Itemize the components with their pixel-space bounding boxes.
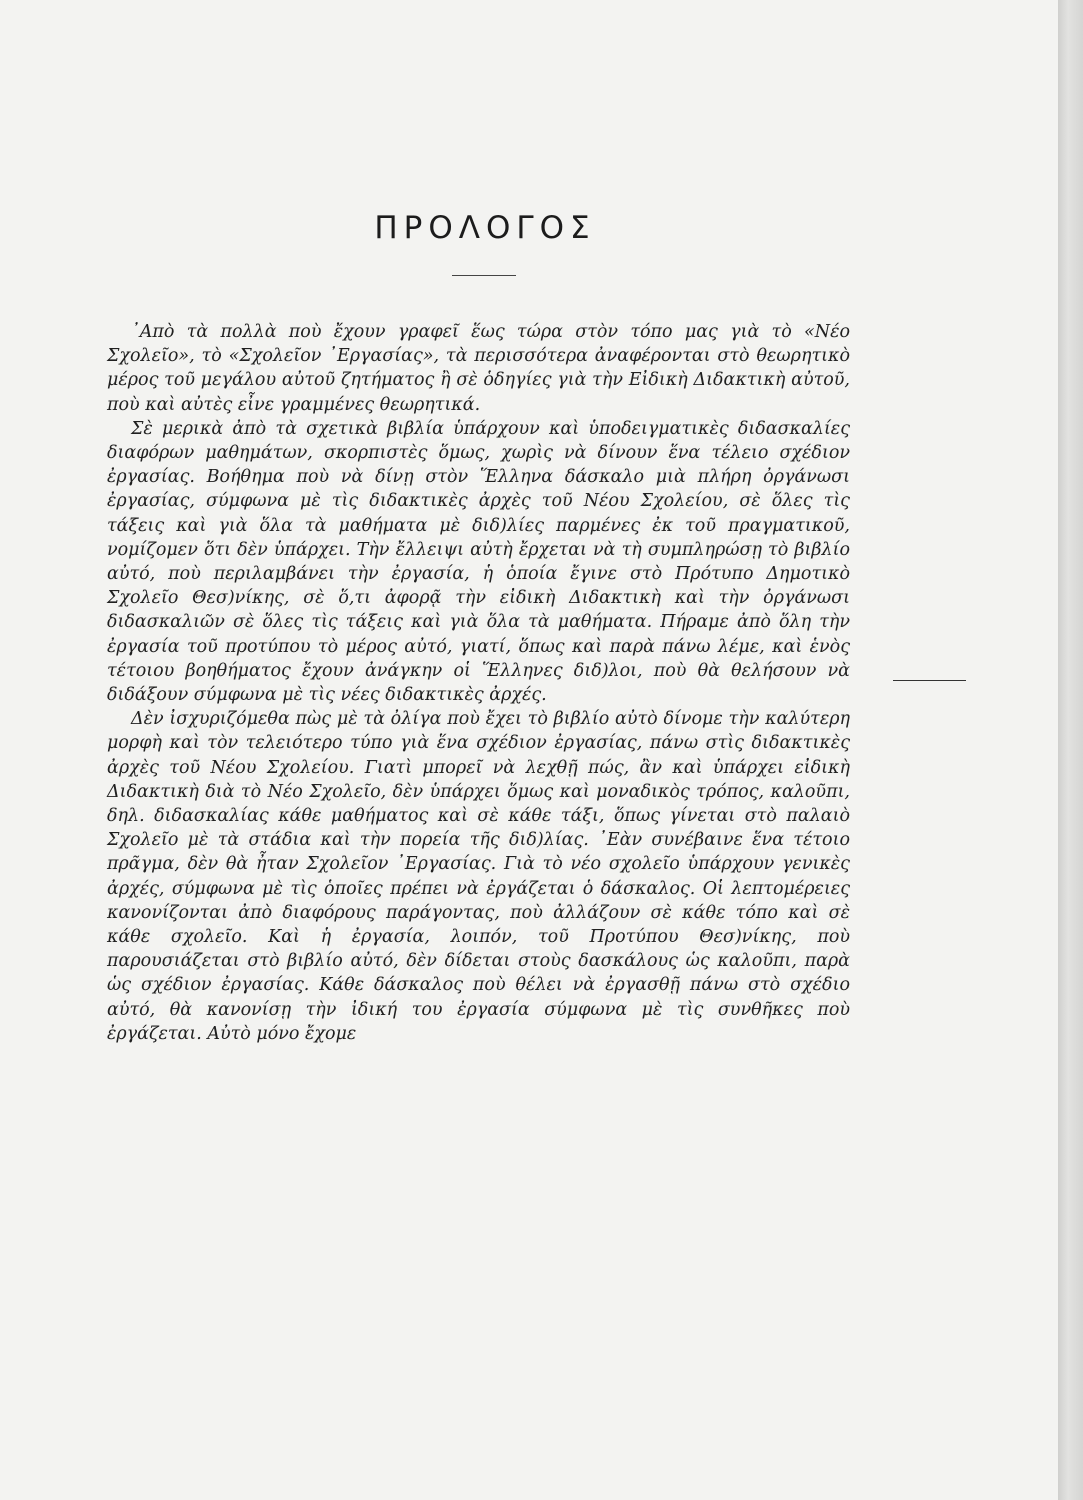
paragraph-2: Σὲ μερικὰ ἀπὸ τὰ σχετικὰ βιβλία ὑπάρχουν καὶ ὑποδειγματικὲς διδασκαλίες διαφόρων μαθημάτων, σκορπιστὲς ὅμως, χωρὶς νὰ δίνουν ἕνα τέλειο σχέδιον ἐργασίας. Βοήθημα ποὺ νὰ δίνῃ στὸν Ἕλληνα δάσκαλο μιὰ πλήρη ὀργάνωσι ἐργασίας, σύμφωνα μὲ τὶς διδακτικὲς ἀρχὲς τοῦ Νέου Σχολείου, σὲ ὅλες τὶς τάξεις καὶ γιὰ ὅλα τὰ μαθήματα μὲ διδ)λίες παρμένες ἐκ τοῦ πραγματικοῦ, νομίζομεν ὅτι δὲν ὑπάρχει. Τὴν ἔλλειψι αὐτὴ ἔρχεται νὰ τὴ συμπληρώσῃ τὸ βιβλίο αὐτό, ποὺ περιλαμβάνει τὴν ἐργασία, ἡ ὁποία ἔγινε στὸ Πρότυπο Δημοτικὸ Σχολεῖο Θεσ)νίκης, σὲ ὅ,τι ἀφορᾷ τὴν εἰδικὴ Διδακτικὴ καὶ τὴν ὀργάνωσι διδασκαλιῶν σὲ ὅλες τὶς τάξεις καὶ γιὰ ὅλα τὰ μαθήματα. Πήραμε ἀπὸ ὅλη τὴν ἐργασία τοῦ προτύπου τὸ μέρος αὐτό, γιατί, ὅπως καὶ παρὰ πάνω λέμε, καὶ ἑνὸς τέτοιου βοηθήματος ἔχουν ἀνάγκην οἱ Ἕλληνες διδ)λοι, ποὺ θὰ θελήσουν νὰ διδάξουν σύμφωνα μὲ τὶς νέες διδακτικὲς ἀρχές. xyxy=(107,418,850,706)
page-title: ΠΡΟΛΟΓΟΣ xyxy=(374,210,596,246)
margin-pencil-mark xyxy=(893,680,966,681)
body-text xyxy=(107,320,850,1046)
paragraph-3: Δὲν ἰσχυριζόμεθα πὼς μὲ τὰ ὀλίγα ποὺ ἔχει τὸ βιβλίο αὐτὸ δίνομε τὴν καλύτερη μορφὴ καὶ τὸν τελειότερο τύπο γιὰ ἕνα σχέδιον ἐργασίας, πάνω στὶς διδακτικὲς ἀρχὲς τοῦ Νέου Σχολείου. Γιατὶ μπορεῖ νὰ λεχθῇ πώς, ἂν καὶ ὑπάρχει εἰδικὴ Διδακτικὴ διὰ τὸ Νέο Σχολεῖο, δὲν ὑπάρχει ὅμως καὶ μοναδικὸς τρόπος, καλοῦπι, δηλ. διδασκαλίας κάθε μαθήματος καὶ σὲ κάθε τάξι, ὅπως γίνεται στὸ παλαιὸ Σχολεῖο μὲ τὰ στάδια καὶ τὴν πορεία τῆς διδ)λίας. ᾿Εὰν συνέβαινε ἕνα τέτοιο πρᾶγμα, δὲν θὰ ἦταν Σχολεῖον ᾿Εργασίας. Γιὰ τὸ νέο σχολεῖο ὑπάρχουν γενικὲς ἀρχές, σύμφωνα μὲ τὶς ὁποῖες πρέπει νὰ ἐργάζεται ὁ δάσκαλος. Οἱ λεπτομέρειες κανονίζονται ἀπὸ διαφόρους παράγοντας, ποὺ ἀλλάζουν σὲ κάθε τόπο καὶ σὲ κάθε σχολεῖο. Καὶ ἡ ἐργασία, λοιπόν, τοῦ Προτύπου Θεσ)νίκης, ποὺ παρουσιάζεται στὸ βιβλίο αὐτό, δὲν δίδεται στοὺς δασκάλους ὡς καλοῦπι, παρὰ ὡς σχέδιον ἐργασίας. Κάθε δάσκαλος ποὺ θέλει νὰ ἐργασθῇ πάνω στὸ σχέδιο αὐτό, θὰ κανονίσῃ τὴν ἰδική του ἐργασία σύμφωνα μὲ τὶς συνθῆκες ποὺ ἐργάζεται. Αὐτὸ μόνο ἔχομε xyxy=(107,709,850,1044)
title-divider xyxy=(452,275,516,276)
scan-edge xyxy=(1058,0,1083,1500)
paragraph-1: ᾿Απὸ τὰ πολλὰ ποὺ ἔχουν γραφεῖ ἕως τώρα στὸν τόπο μας γιὰ τὸ «Νέο Σχολεῖο», τὸ «Σχολεῖον ᾿Εργασίας», τὰ περισσότερα ἀναφέρονται στὸ θεωρητικὸ μέρος τοῦ μεγάλου αὐτοῦ ζητήματος ἢ σὲ ὁδηγίες γιὰ τὴν Εἰδικὴ Διδακτικὴ αὐτοῦ, ποὺ καὶ αὐτὲς εἶνε γραμμένες θεωρητικά. xyxy=(107,322,850,415)
